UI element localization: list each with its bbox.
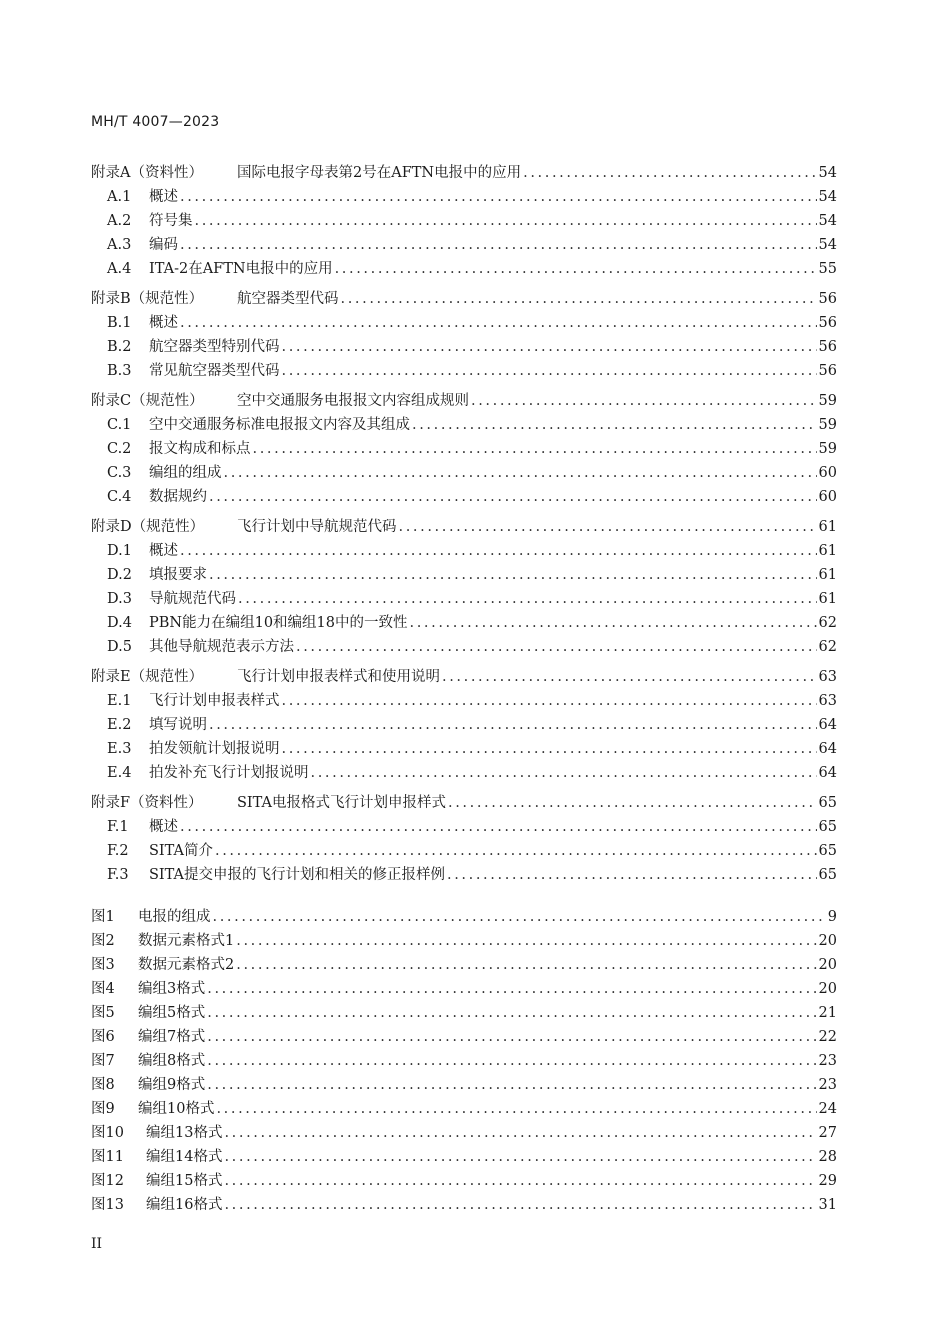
toc-entry-page: 56 [818,363,837,379]
dot-leader [180,311,817,335]
dot-leader [311,761,817,785]
toc-entry-title: 飞行计划中导航规范代码 [237,519,397,535]
toc-entry-number: 图3 [91,957,115,973]
toc-appendix-d[interactable] [91,515,837,539]
toc-entry-title: 飞行计划申报表样式 [149,693,280,709]
toc-entry-number: 附录A（资料性） [91,165,203,181]
toc-entry-title: 常见航空器类型代码 [149,363,280,379]
toc-entry-title: 编组10格式 [138,1101,215,1117]
dot-leader [282,359,817,383]
dot-leader [224,1193,816,1217]
toc-entry-page: 20 [818,933,837,949]
dot-leader [224,1169,816,1193]
dot-leader [180,185,817,209]
document-id: MH/T 4007—2023 [91,114,220,130]
dot-leader [296,635,817,659]
dot-leader [215,839,817,863]
toc-figure-entry[interactable] [91,1169,837,1193]
toc-entry-title: 填报要求 [149,567,207,583]
toc-appendix-c[interactable] [91,389,837,413]
toc-entry-page: 63 [818,669,837,685]
toc-entry-number: 图9 [91,1101,115,1117]
toc-entry-title: 国际电报字母表第2号在AFTN电报中的应用 [237,165,522,181]
toc-entry-number: 附录E（规范性） [91,669,204,685]
toc-entry[interactable] [91,815,837,839]
toc-entry-title: 数据规约 [149,489,207,505]
dot-leader [238,587,817,611]
toc-entry-number: 图12 [91,1173,124,1189]
toc-entry-number: D.5 [107,639,132,655]
toc-figure-entry[interactable] [91,1049,837,1073]
toc-entry-page: 20 [818,981,837,997]
toc-entry-title: 符号集 [149,213,193,229]
toc-appendix-a[interactable] [91,161,837,185]
toc-entry-page: 29 [818,1173,837,1189]
page-number: II [91,1236,103,1252]
dot-leader [207,977,816,1001]
toc-entry[interactable] [91,713,837,737]
toc-entry[interactable] [91,209,837,233]
toc-entry-page: 56 [818,339,837,355]
toc-entry-page: 59 [818,441,837,457]
toc-entry-title: 编组14格式 [146,1149,223,1165]
toc-entry-title: 拍发补充飞行计划报说明 [149,765,309,781]
dot-leader [180,815,817,839]
dot-leader [399,515,817,539]
toc-figure-entry[interactable] [91,977,837,1001]
toc-entry-title: 概述 [149,543,178,559]
toc-entry-number: A.1 [107,189,132,205]
toc-appendix-f[interactable] [91,791,837,815]
table-of-contents [91,161,837,1217]
toc-appendix-b[interactable] [91,287,837,311]
dot-leader [207,1001,816,1025]
toc-entry-title: 拍发领航计划报说明 [149,741,280,757]
dot-leader [523,161,816,185]
dot-leader [341,287,817,311]
toc-entry[interactable] [91,839,837,863]
toc-entry-page: 55 [818,261,837,277]
toc-entry-number: 附录D（规范性） [91,519,205,535]
toc-entry-title: PBN能力在编组10和编组18中的一致性 [149,615,408,631]
toc-entry-page: 64 [818,717,837,733]
toc-entry[interactable] [91,437,837,461]
toc-entry-page: 54 [818,237,837,253]
toc-figure-entry[interactable] [91,1121,837,1145]
dot-leader [442,665,817,689]
toc-entry-title: 编组9格式 [138,1077,206,1093]
toc-figure-entry[interactable] [91,1193,837,1217]
toc-entry-page: 61 [818,567,837,583]
toc-entry-number: E.4 [107,765,132,781]
toc-figure-entry[interactable] [91,1097,837,1121]
toc-entry[interactable] [91,539,837,563]
toc-entry-title: 编组15格式 [146,1173,223,1189]
toc-entry-page: 22 [818,1029,837,1045]
toc-entry-page: 23 [818,1077,837,1093]
toc-entry-page: 65 [818,867,837,883]
toc-entry[interactable] [91,257,837,281]
toc-entry-number: 图11 [91,1149,124,1165]
toc-entry[interactable] [91,485,837,509]
toc-entry-page: 23 [818,1053,837,1069]
toc-entry-number: 图10 [91,1125,124,1141]
toc-entry-title: 编组7格式 [138,1029,206,1045]
dot-leader [253,437,817,461]
toc-entry-page: 61 [818,519,837,535]
dot-leader [209,713,817,737]
toc-entry-title: 导航规范代码 [149,591,236,607]
dot-leader [282,689,817,713]
toc-entry-title: 概述 [149,315,178,331]
toc-entry-number: D.3 [107,591,132,607]
toc-entry-title: SITA提交申报的飞行计划和相关的修正报样例 [149,867,446,883]
toc-entry-title: 编组的组成 [149,465,222,481]
toc-entry-number: 附录F（资料性） [91,795,203,811]
dot-leader [209,485,817,509]
dot-leader [180,233,817,257]
toc-entry-number: 图13 [91,1197,124,1213]
toc-entry-title: ITA-2在AFTN电报中的应用 [149,261,333,277]
toc-entry-number: 图4 [91,981,115,997]
toc-entry-page: 59 [818,393,837,409]
toc-entry[interactable] [91,761,837,785]
toc-entry-title: 编组5格式 [138,1005,206,1021]
toc-entry-number: D.2 [107,567,132,583]
toc-figure-entry[interactable] [91,1073,837,1097]
toc-entry-title: SITA简介 [149,843,214,859]
dot-leader [282,737,817,761]
dot-leader [180,539,817,563]
toc-entry-number: C.3 [107,465,132,481]
toc-entry-number: 图7 [91,1053,115,1069]
toc-entry-page: 60 [818,489,837,505]
toc-entry-number: B.2 [107,339,132,355]
toc-entry-number: 附录C（规范性） [91,393,204,409]
dot-leader [335,257,817,281]
toc-entry[interactable] [91,587,837,611]
dot-leader [216,1097,816,1121]
toc-entry-title: 空中交通服务标准电报报文内容及其组成 [149,417,410,433]
toc-entry-title: 编组13格式 [146,1125,223,1141]
toc-entry-number: D.1 [107,543,132,559]
toc-entry[interactable] [91,611,837,635]
toc-entry-title: 报文构成和标点 [149,441,251,457]
toc-entry-number: A.2 [107,213,132,229]
toc-entry-number: A.4 [107,261,132,277]
toc-entry-number: D.4 [107,615,132,631]
toc-entry-number: 图2 [91,933,115,949]
toc-figure-entry[interactable] [91,929,837,953]
dot-leader [207,1049,816,1073]
toc-entry-title: 编码 [149,237,178,253]
toc-entry-number: 附录B（规范性） [91,291,204,307]
toc-entry-title: 数据元素格式1 [138,933,235,949]
toc-entry-title: 数据元素格式2 [138,957,235,973]
toc-entry-number: 图8 [91,1077,115,1093]
toc-entry-page: 65 [818,795,837,811]
toc-entry-number: F.2 [107,843,129,859]
toc-entry[interactable] [91,689,837,713]
dot-leader [207,1073,816,1097]
dot-leader [471,389,817,413]
dot-leader [195,209,817,233]
toc-entry-page: 64 [818,765,837,781]
toc-entry-page: 65 [818,843,837,859]
toc-entry-number: A.3 [107,237,132,253]
toc-entry-number: C.4 [107,489,132,505]
toc-entry-number: F.3 [107,867,129,883]
toc-entry[interactable] [91,335,837,359]
toc-entry-page: 62 [818,639,837,655]
toc-entry-page: 28 [818,1149,837,1165]
toc-entry-page: 61 [818,543,837,559]
toc-entry-page: 54 [818,165,837,181]
toc-entry-title: 其他导航规范表示方法 [149,639,294,655]
toc-entry-title: 飞行计划申报表样式和使用说明 [237,669,440,685]
dot-leader [224,1121,816,1145]
toc-entry-page: 21 [818,1005,837,1021]
toc-entry-page: 59 [818,417,837,433]
toc-entry-title: 编组8格式 [138,1053,206,1069]
toc-entry-page: 61 [818,591,837,607]
toc-entry-page: 31 [818,1197,837,1213]
toc-entry-title: 填写说明 [149,717,207,733]
toc-figure-entry[interactable] [91,953,837,977]
toc-entry-title: 概述 [149,189,178,205]
toc-entry[interactable] [91,635,837,659]
dot-leader [224,1145,816,1169]
dot-leader [448,791,817,815]
toc-entry-number: E.2 [107,717,132,733]
toc-entry[interactable] [91,461,837,485]
toc-entry[interactable] [91,563,837,587]
toc-entry-page: 27 [818,1125,837,1141]
toc-entry[interactable] [91,233,837,257]
dot-leader [410,611,817,635]
toc-entry-title: 编组3格式 [138,981,206,997]
toc-entry-page: 64 [818,741,837,757]
toc-entry-page: 63 [818,693,837,709]
toc-entry-number: E.1 [107,693,132,709]
toc-entry-page: 56 [818,291,837,307]
toc-entry-number: 图1 [91,909,115,925]
toc-entry-page: 60 [818,465,837,481]
toc-entry-page: 65 [818,819,837,835]
dot-leader [412,413,817,437]
toc-entry[interactable] [91,737,837,761]
toc-entry[interactable] [91,413,837,437]
toc-entry-page: 54 [818,189,837,205]
toc-entry-page: 56 [818,315,837,331]
toc-entry-page: 24 [818,1101,837,1117]
toc-entry-number: 图6 [91,1029,115,1045]
toc-entry-number: B.3 [107,363,132,379]
toc-entry-number: 图5 [91,1005,115,1021]
dot-leader [236,929,816,953]
toc-entry[interactable] [91,359,837,383]
toc-entry-page: 20 [818,957,837,973]
dot-leader [236,953,816,977]
toc-entry-title: 概述 [149,819,178,835]
dot-leader [282,335,817,359]
toc-entry-number: F.1 [107,819,129,835]
toc-entry-title: 电报的组成 [138,909,211,925]
toc-entry-title: 航空器类型特别代码 [149,339,280,355]
toc-entry-page: 54 [818,213,837,229]
dot-leader [207,1025,816,1049]
dot-leader [209,563,817,587]
toc-figure-entry[interactable] [91,1025,837,1049]
toc-entry[interactable] [91,863,837,887]
dot-leader [447,863,817,887]
toc-entry-title: 空中交通服务电报报文内容组成规则 [237,393,469,409]
toc-figure-entry[interactable] [91,1001,837,1025]
toc-entry-page: 62 [818,615,837,631]
toc-entry-number: C.2 [107,441,132,457]
toc-entry-title: SITA电报格式飞行计划申报样式 [237,795,447,811]
toc-entry-number: E.3 [107,741,132,757]
toc-appendix-e[interactable] [91,665,837,689]
toc-figure-entry[interactable] [91,905,837,929]
dot-leader [224,461,817,485]
toc-entry-title: 编组16格式 [146,1197,223,1213]
toc-entry-number: B.1 [107,315,132,331]
toc-entry-number: C.1 [107,417,132,433]
dot-leader [213,905,826,929]
toc-entry-title: 航空器类型代码 [237,291,339,307]
toc-figure-entry[interactable] [91,1145,837,1169]
toc-entry[interactable] [91,185,837,209]
toc-entry-page: 9 [827,909,837,925]
toc-entry[interactable] [91,311,837,335]
